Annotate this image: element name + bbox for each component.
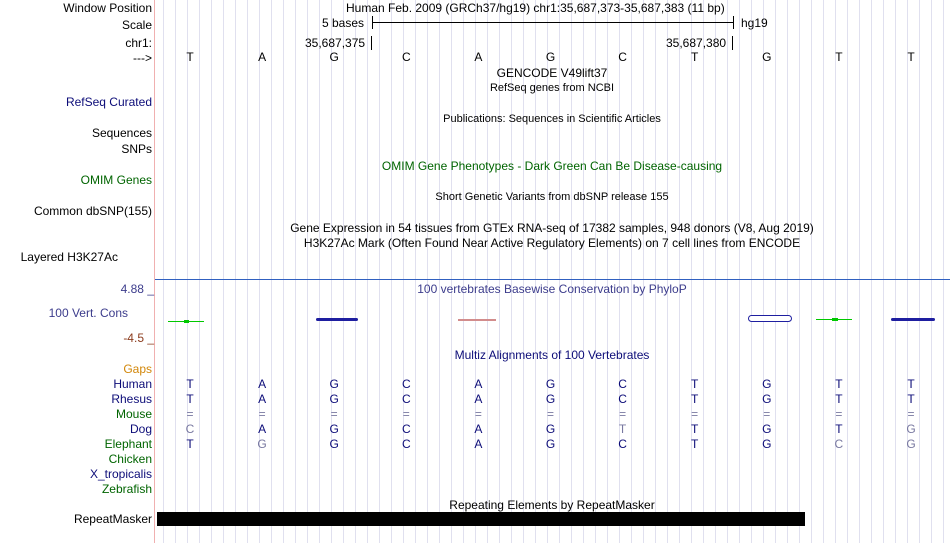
phylop-min-label: -4.5 _ — [123, 331, 154, 345]
species-label-rhesus[interactable]: Rhesus — [111, 392, 152, 406]
alignment-base: C — [401, 377, 411, 391]
alignment-base: A — [258, 422, 267, 436]
phylop-mark — [184, 320, 189, 323]
coord-right-tick — [732, 36, 733, 50]
alignment-base: C — [185, 422, 195, 436]
base-letter: T — [907, 50, 915, 64]
grid-line — [859, 0, 860, 543]
track-label-dbsnp[interactable]: Common dbSNP(155) — [33, 204, 152, 218]
species-label-dog[interactable]: Dog — [129, 422, 152, 436]
repeat-element-block[interactable] — [157, 512, 805, 526]
grid-line — [715, 0, 716, 543]
grid-line — [319, 0, 320, 543]
coord-right: 35,687,380 — [666, 36, 727, 50]
grid-line — [463, 0, 464, 543]
grid-line — [895, 0, 896, 543]
alignment-base: C — [401, 422, 411, 436]
species-label-zebrafish[interactable]: Zebrafish — [101, 482, 152, 496]
alignment-base: C — [834, 437, 844, 451]
alignment-base: = — [546, 407, 554, 421]
grid-line — [487, 0, 488, 543]
grid-line — [331, 0, 332, 543]
scale-bases-text: 5 bases — [322, 16, 365, 30]
multiz-title[interactable]: Multiz Alignments of 100 Vertebrates — [454, 348, 650, 362]
grid-line — [811, 0, 812, 543]
grid-line — [271, 0, 272, 543]
base-letter: C — [618, 50, 627, 64]
alignment-base: = — [619, 407, 627, 421]
grid-line — [451, 0, 452, 543]
grid-line — [379, 0, 380, 543]
alignment-base: = — [258, 407, 266, 421]
base-letter: T — [186, 50, 194, 64]
scale-label: Scale — [121, 18, 152, 32]
grid-line — [343, 0, 344, 543]
grid-line — [439, 0, 440, 543]
omim-title[interactable]: OMIM Gene Phenotypes - Dark Green Can Be Disease-causing — [381, 159, 723, 173]
grid-line — [307, 0, 308, 543]
alignment-base: = — [835, 407, 843, 421]
grid-line — [247, 0, 248, 543]
grid-line — [427, 0, 428, 543]
grid-line — [259, 0, 260, 543]
alignment-base: A — [474, 422, 483, 436]
track-divider — [155, 279, 950, 280]
alignment-base: G — [906, 437, 916, 451]
phylop-mark — [832, 318, 838, 321]
base-letter: G — [762, 50, 772, 64]
alignment-base: C — [401, 392, 411, 406]
alignment-base: T — [691, 392, 699, 406]
grid-line — [655, 0, 656, 543]
species-label-human[interactable]: Human — [113, 377, 152, 391]
alignment-base: G — [545, 437, 556, 451]
species-label-elephant[interactable]: Elephant — [104, 437, 152, 451]
scale-bar-right-tick — [733, 16, 734, 29]
publications-title[interactable]: Publications: Sequences in Scientific Articles — [443, 113, 661, 125]
refseq-title[interactable]: RefSeq genes from NCBI — [489, 82, 615, 94]
track-label-snps[interactable]: SNPs — [121, 142, 152, 156]
grid-line — [943, 0, 944, 543]
dbsnp-title[interactable]: Short Genetic Variants from dbSNP release 155 — [435, 191, 669, 203]
alignment-base: G — [329, 377, 339, 391]
grid-line — [235, 0, 236, 543]
alignment-base: T — [907, 392, 915, 406]
grid-line — [667, 0, 668, 543]
grid-line — [883, 0, 884, 543]
phylop-mark — [316, 318, 358, 321]
alignment-base: C — [618, 437, 627, 451]
coord-left: 35,687,375 — [305, 36, 366, 50]
alignment-base: = — [402, 407, 410, 421]
alignment-base: G — [762, 377, 772, 391]
grid-line — [679, 0, 680, 543]
species-label-chicken[interactable]: Chicken — [108, 452, 152, 466]
chrom-label: chr1: — [125, 36, 152, 50]
grid-line — [163, 0, 164, 543]
grid-line — [391, 0, 392, 543]
track-label-gaps[interactable]: Gaps — [123, 362, 152, 376]
scale-db-text: hg19 — [741, 16, 768, 30]
track-label-phylop[interactable]: 100 Vert. Cons — [48, 306, 128, 320]
grid-line — [739, 0, 740, 543]
phylop-mark — [458, 319, 496, 321]
species-label-x_tropicalis[interactable]: X_tropicalis — [89, 467, 152, 481]
track-label-h3k27ac[interactable]: Layered H3K27Ac — [20, 250, 118, 264]
label-divider — [154, 0, 155, 543]
alignment-base: A — [474, 437, 483, 451]
grid-line — [751, 0, 752, 543]
grid-line — [199, 0, 200, 543]
grid-line — [907, 0, 908, 543]
alignment-base: G — [906, 422, 916, 436]
scale-bar — [372, 22, 734, 23]
grid-line — [619, 0, 620, 543]
grid-line — [787, 0, 788, 543]
alignment-base: T — [691, 422, 699, 436]
alignment-base: = — [186, 407, 194, 421]
grid-line — [415, 0, 416, 543]
base-letter: A — [474, 50, 483, 64]
coord-left-tick — [371, 36, 372, 50]
alignment-base: A — [474, 392, 483, 406]
alignment-base: T — [186, 377, 194, 391]
base-letter: A — [258, 50, 267, 64]
alignment-base: G — [545, 377, 556, 391]
alignment-base: = — [330, 407, 338, 421]
grid-line — [835, 0, 836, 543]
alignment-base: G — [545, 422, 556, 436]
grid-line — [823, 0, 824, 543]
alignment-base: = — [691, 407, 699, 421]
alignment-base: C — [618, 377, 627, 391]
track-label-refseq[interactable]: RefSeq Curated — [65, 95, 152, 109]
alignment-base: T — [618, 422, 627, 436]
grid-line — [211, 0, 212, 543]
grid-line — [643, 0, 644, 543]
gencode-title[interactable]: GENCODE V49lift37 — [496, 66, 608, 80]
grid-line — [775, 0, 776, 543]
alignment-base: G — [329, 392, 339, 406]
alignment-base: G — [762, 437, 772, 451]
grid-line — [727, 0, 728, 543]
grid-line — [871, 0, 872, 543]
alignment-base: T — [186, 437, 194, 451]
phylop-max-label: 4.88 _ — [120, 282, 154, 296]
grid-line — [631, 0, 632, 543]
phylop-mark — [748, 315, 792, 322]
window-position-value: Human Feb. 2009 (GRCh37/hg19) chr1:35,687,373-35,687,383 (11 bp) — [346, 1, 725, 15]
grid-line — [175, 0, 176, 543]
h3k27ac-title[interactable]: H3K27Ac Mark (Often Found Near Active Regulatory Elements) on 7 cell lines from ENCODE — [303, 236, 801, 250]
alignment-base: G — [329, 422, 339, 436]
grid-line — [223, 0, 224, 543]
base-letter: G — [545, 50, 556, 64]
alignment-base: T — [691, 437, 699, 451]
grid-line — [403, 0, 404, 543]
alignment-base: A — [474, 377, 483, 391]
grid-line — [475, 0, 476, 543]
track-label-repeatmasker[interactable]: RepeatMasker — [73, 512, 152, 526]
phylop-title[interactable]: 100 vertebrates Basewise Conservation by PhyloP — [417, 282, 687, 296]
scale-bar-left-tick — [372, 16, 373, 29]
grid-line — [703, 0, 704, 543]
phylop-mark — [891, 318, 935, 321]
grid-line — [283, 0, 284, 543]
grid-line — [931, 0, 932, 543]
alignment-base: T — [835, 392, 843, 406]
alignment-base: = — [474, 407, 482, 421]
alignment-base: G — [329, 437, 339, 451]
base-letter: G — [329, 50, 339, 64]
grid-line — [847, 0, 848, 543]
species-label-mouse[interactable]: Mouse — [115, 407, 152, 421]
alignment-base: T — [186, 392, 194, 406]
alignment-base: G — [257, 437, 267, 451]
alignment-base: A — [258, 377, 267, 391]
grid-line — [367, 0, 368, 543]
alignment-base: G — [545, 392, 556, 406]
alignment-base: T — [835, 422, 843, 436]
alignment-base: T — [691, 377, 699, 391]
grid-line — [187, 0, 188, 543]
alignment-base: A — [258, 392, 267, 406]
grid-line — [355, 0, 356, 543]
gtex-title[interactable]: Gene Expression in 54 tissues from GTEx RNA-seq of 17382 samples, 948 donors (V8, Aug 2019) — [290, 221, 814, 235]
grid-line — [691, 0, 692, 543]
base-letter: T — [835, 50, 843, 64]
alignment-base: T — [835, 377, 843, 391]
base-letter: C — [401, 50, 411, 64]
track-label-omim[interactable]: OMIM Genes — [80, 173, 152, 187]
grid-line — [919, 0, 920, 543]
alignment-base: = — [907, 407, 915, 421]
alignment-base: = — [763, 407, 771, 421]
grid-line — [763, 0, 764, 543]
repeatmasker-title[interactable]: Repeating Elements by RepeatMasker — [449, 498, 655, 512]
strand-label[interactable]: ---> — [133, 51, 152, 65]
alignment-base: T — [907, 377, 915, 391]
grid-line — [799, 0, 800, 543]
window-position-label: Window Position — [63, 1, 152, 15]
alignment-base: C — [618, 392, 627, 406]
alignment-base: G — [762, 422, 772, 436]
grid-line — [295, 0, 296, 543]
alignment-base: G — [762, 392, 772, 406]
base-letter: T — [691, 50, 699, 64]
track-label-sequences[interactable]: Sequences — [91, 126, 152, 140]
alignment-base: C — [401, 437, 411, 451]
